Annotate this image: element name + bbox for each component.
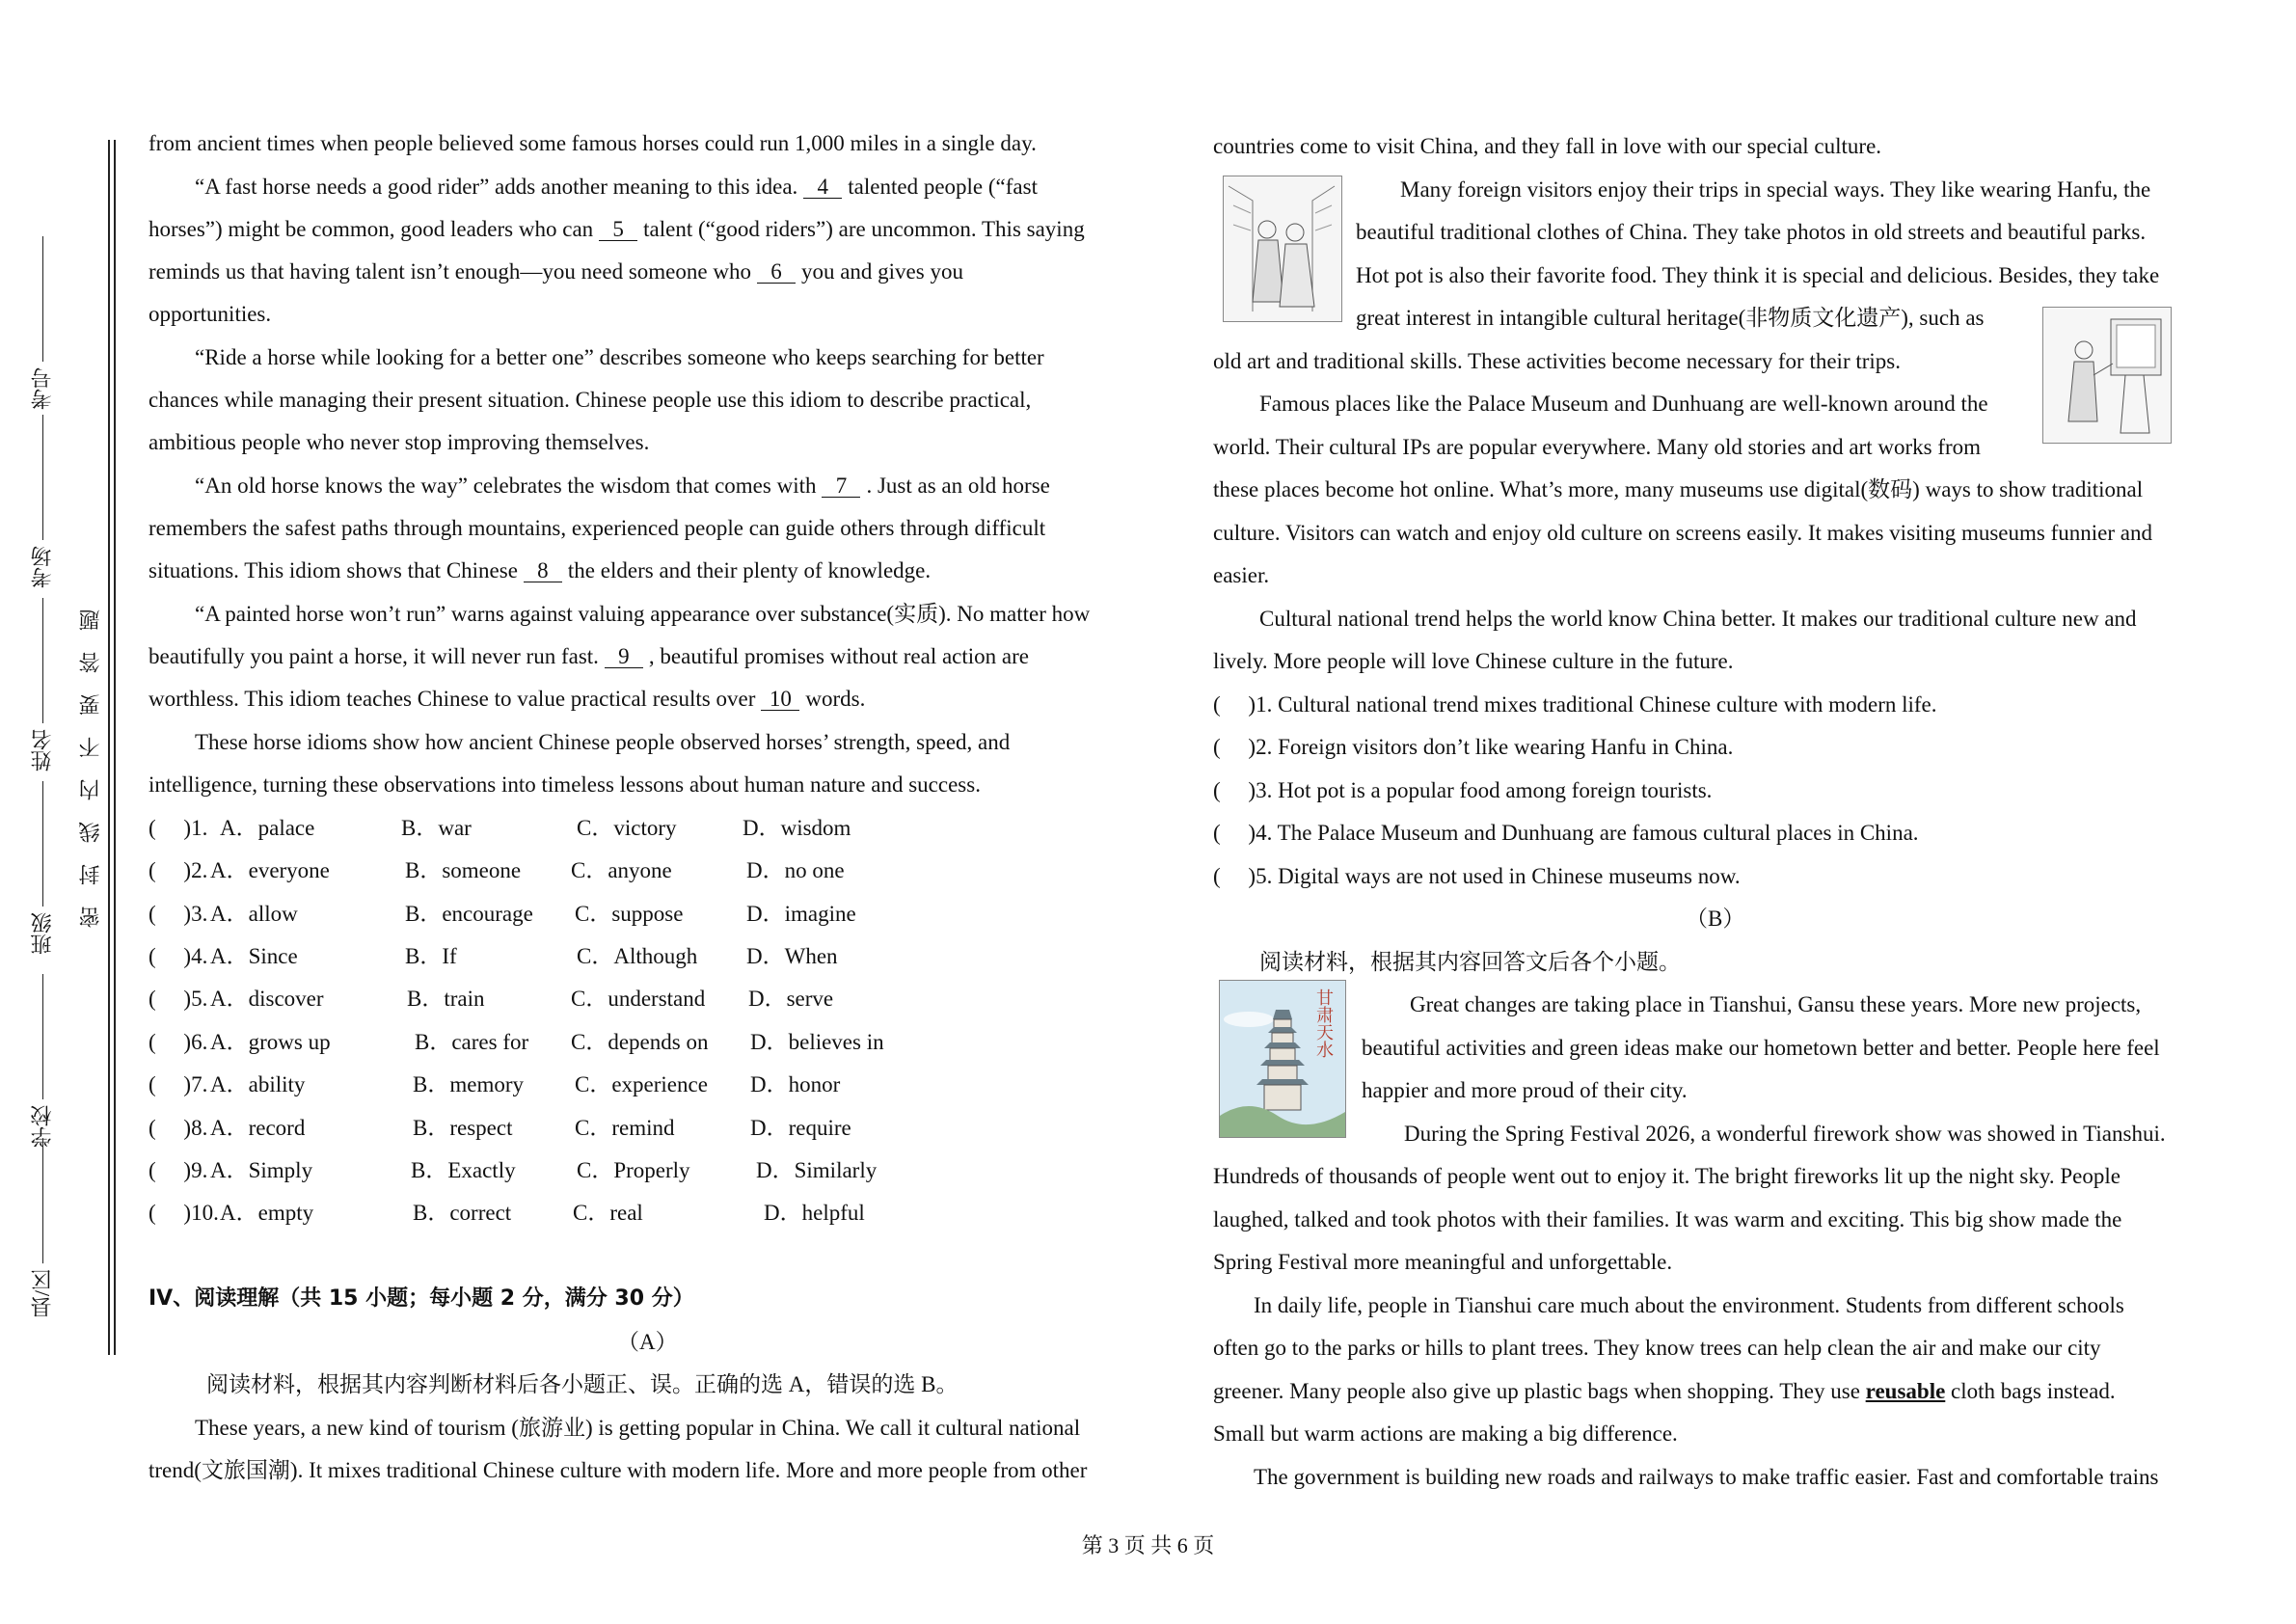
- answer-bracket[interactable]: ( )4.: [149, 944, 208, 968]
- answer-bracket[interactable]: ( )1.: [149, 816, 208, 840]
- page-number-footer: 第 3 页 共 6 页: [1081, 1533, 1215, 1557]
- text-line: Many foreign visitors enjoy their trips in special ways. They like wearing Hanfu, the: [1400, 177, 2151, 202]
- text-line: “An old horse knows the way” celebrates the wisdom that comes with 7 . Just as an old horse: [195, 474, 1050, 498]
- text-line: intelligence, turning these observations into timeless lessons about human nature and success.: [149, 772, 981, 797]
- text-line: laughed, talked and took photos with their families. It was warm and exciting. This big show made the: [1213, 1207, 2122, 1232]
- keyword-reusable: reusable: [1865, 1379, 1946, 1403]
- option-d: D．helpful: [764, 1201, 865, 1225]
- answer-bracket[interactable]: ( )7.: [149, 1072, 208, 1096]
- instruction-a: 阅读材料，根据其内容判断材料后各小题正、误。正确的选 A，错误的选 B。: [206, 1372, 959, 1396]
- option-b: B．someone: [405, 858, 522, 882]
- text-line: beautiful activities and green ideas make our hometown better and better. People here feel: [1362, 1036, 2160, 1060]
- option-a: A．everyone: [210, 858, 330, 882]
- text-line: Hot pot is also their favorite food. They think it is special and delicious. Besides, they take: [1356, 263, 2160, 287]
- option-d: D．imagine: [746, 902, 856, 926]
- option-b: B．correct: [413, 1201, 512, 1225]
- answer-bracket[interactable]: ( )9.: [149, 1158, 208, 1182]
- tf-question[interactable]: ( )4. The Palace Museum and Dunhuang are famous cultural places in China.: [1213, 821, 1919, 845]
- text-line: horses”) might be common, good leaders who can 5 talent (“good riders”) are uncommon. This saying: [149, 217, 1085, 241]
- option-c: C．victory: [577, 816, 677, 840]
- blank-10: 10: [761, 689, 799, 711]
- text-line: reminds us that having talent isn’t enough—you need someone who 6 you and gives you: [149, 259, 963, 284]
- text-line: These years, a new kind of tourism (旅游业) is getting popular in China. We call it cultural national: [195, 1416, 1081, 1440]
- option-b: B．encourage: [405, 902, 533, 926]
- option-d: D．serve: [748, 987, 834, 1011]
- tf-question[interactable]: ( )3. Hot pot is a popular food among foreign tourists.: [1213, 778, 1713, 802]
- option-c: C．anyone: [571, 858, 672, 882]
- text-line: often go to the parks or hills to plant trees. They know trees can help clean the air and make our city: [1213, 1336, 2101, 1360]
- blank-5: 5: [599, 219, 637, 241]
- text-line: These horse idioms show how ancient Chinese people observed horses’ strength, speed, and: [195, 730, 1011, 754]
- text-line: “A painted horse won’t run” warns against valuing appearance over substance(实质). No matter how: [195, 602, 1091, 626]
- option-a: A．allow: [210, 902, 298, 926]
- option-b: B．If: [405, 944, 457, 968]
- text-line: world. Their cultural IPs are popular everywhere. Many old stories and art works from: [1213, 435, 1982, 459]
- option-a: A．empty: [220, 1201, 314, 1225]
- option-a: A．discover: [210, 987, 324, 1011]
- option-b: B．train: [407, 987, 485, 1011]
- text-line: Spring Festival more meaningful and unforgettable.: [1213, 1250, 1673, 1274]
- blank-9: 9: [605, 646, 643, 668]
- seal-line-text: 密封线内不要答题: [78, 588, 102, 928]
- option-d: D．honor: [750, 1072, 841, 1096]
- option-a: A．record: [210, 1116, 306, 1140]
- text-line: Cultural national trend helps the world know China better. It makes our traditional culture new and: [1259, 607, 2137, 631]
- text-line: culture. Visitors can watch and enjoy old culture on screens easily. It makes visiting museums funnier and: [1213, 521, 2152, 545]
- text-line: The government is building new roads and railways to make traffic easier. Fast and comfortable trains: [1254, 1465, 2159, 1489]
- museum-kiosk-sketch-image: [2042, 307, 2172, 444]
- option-a: A．palace: [220, 816, 315, 840]
- text-line: beautiful traditional clothes of China. They take photos in old streets and beautiful parks.: [1356, 220, 2147, 244]
- text-line: these places become hot online. What’s more, many museums use digital(数码) ways to show traditional: [1213, 477, 2144, 501]
- text-line: chances while managing their present situation. Chinese people use this idiom to describe practical,: [149, 388, 1032, 412]
- answer-bracket[interactable]: ( )2.: [149, 858, 208, 882]
- option-d: D．believes in: [750, 1030, 884, 1054]
- text-line: lively. More people will love Chinese culture in the future.: [1213, 649, 1734, 673]
- text-line: happier and more proud of their city.: [1362, 1078, 1688, 1102]
- text-line: opportunities.: [149, 302, 272, 326]
- tf-question[interactable]: ( )5. Digital ways are not used in Chinese museums now.: [1213, 864, 1741, 888]
- text-line: remembers the safest paths through mountains, experienced people can guide others through difficult: [149, 516, 1046, 540]
- option-c: C．suppose: [575, 902, 684, 926]
- option-c: C．real: [573, 1201, 643, 1225]
- text-line: old art and traditional skills. These activities become necessary for their trips.: [1213, 349, 1901, 373]
- option-d: D．Similarly: [756, 1158, 878, 1182]
- part-b-label: （B）: [1686, 907, 1745, 931]
- answer-bracket[interactable]: ( )10.: [149, 1201, 219, 1225]
- text-line: “A fast horse needs a good rider” adds another meaning to this idea. 4 talented people (“fast: [195, 175, 1038, 199]
- blank-7: 7: [822, 475, 860, 498]
- tf-question[interactable]: ( )1. Cultural national trend mixes traditional Chinese culture with modern life.: [1213, 692, 1937, 717]
- option-c: C．depends on: [571, 1030, 709, 1054]
- option-b: B．cares for: [415, 1030, 529, 1054]
- text-line: easier.: [1213, 563, 1270, 587]
- answer-bracket[interactable]: ( )6.: [149, 1030, 208, 1054]
- field-school: 学校: [27, 974, 57, 1148]
- text-line: greener. Many people also give up plastic bags when shopping. They use reusable cloth bags instead.: [1213, 1379, 2116, 1403]
- field-name: 姓名: [27, 598, 57, 771]
- binding-line-inner: [114, 140, 116, 1355]
- text-line: beautifully you paint a horse, it will never run fast. 9 , beautiful promises without real action are: [149, 644, 1029, 668]
- text-line: worthless. This idiom teaches Chinese to value practical results over 10 words.: [149, 687, 866, 711]
- option-a: A．Simply: [210, 1158, 313, 1182]
- option-b: B．memory: [413, 1072, 524, 1096]
- option-c: C．experience: [575, 1072, 708, 1096]
- option-b: B．war: [401, 816, 472, 840]
- text-line: from ancient times when people believed some famous horses could run 1,000 miles in a single day.: [149, 131, 1037, 155]
- option-c: C．Properly: [577, 1158, 690, 1182]
- text-line: Hundreds of thousands of people went out to enjoy it. The bright fireworks lit up the night sky. People: [1213, 1164, 2120, 1188]
- text-line: In daily life, people in Tianshui care much about the environment. Students from different schools: [1254, 1293, 2124, 1317]
- text-line: ambitious people who never stop improving themselves.: [149, 430, 650, 454]
- blank-4: 4: [803, 176, 842, 199]
- answer-bracket[interactable]: ( )3.: [149, 902, 208, 926]
- text-line: countries come to visit China, and they fall in love with our special culture.: [1213, 134, 1882, 158]
- binding-line-outer: [108, 140, 110, 1355]
- text-line: “Ride a horse while looking for a better one” describes someone who keeps searching for better: [195, 345, 1044, 369]
- option-c: C．Although: [577, 944, 698, 968]
- text-line: situations. This idiom shows that Chinese 8 the elders and their plenty of knowledge.: [149, 558, 932, 582]
- field-exam-number: 考号: [27, 236, 57, 410]
- option-d: D．wisdom: [743, 816, 851, 840]
- answer-bracket[interactable]: ( )5.: [149, 987, 208, 1011]
- tf-question[interactable]: ( )2. Foreign visitors don’t like wearing Hanfu in China.: [1213, 735, 1734, 759]
- text-line: trend(文旅国潮). It mixes traditional Chinese culture with modern life. More and more people from other: [149, 1458, 1088, 1482]
- blank-8: 8: [524, 560, 562, 582]
- tianshui-pagoda-poster-image: [1219, 980, 1346, 1138]
- part-a-label: （A）: [617, 1330, 678, 1354]
- option-b: B．respect: [413, 1116, 513, 1140]
- answer-bracket[interactable]: ( )8.: [149, 1116, 208, 1140]
- text-line: Famous places like the Palace Museum and Dunhuang are well-known around the: [1259, 392, 1988, 416]
- field-exam-room: 考场: [27, 415, 57, 588]
- option-a: A．Since: [210, 944, 298, 968]
- instruction-b: 阅读材料，根据其内容回答文后各个小题。: [1259, 950, 1681, 974]
- hanfu-street-sketch-image: [1223, 176, 1342, 322]
- blank-6: 6: [757, 261, 796, 284]
- text-line: During the Spring Festival 2026, a wonderful firework show was showed in Tianshui.: [1404, 1122, 2166, 1146]
- text-line: great interest in intangible cultural heritage(非物质文化遗产), such as: [1356, 306, 1985, 330]
- poster-calligraphy: 甘肃天水: [1313, 988, 1334, 1058]
- text-line: Small but warm actions are making a big difference.: [1213, 1421, 1678, 1446]
- hanfu-sketch-icon: [1224, 176, 1341, 321]
- option-d: D．When: [746, 944, 838, 968]
- field-class: 班级: [27, 781, 57, 955]
- option-d: D．no one: [746, 858, 845, 882]
- option-a: A．grows up: [210, 1030, 331, 1054]
- option-d: D．require: [750, 1116, 851, 1140]
- field-county: 县/区: [27, 1138, 57, 1317]
- option-a: A．ability: [210, 1072, 306, 1096]
- section-heading: IV、阅读理解（共 15 小题；每小题 2 分，满分 30 分）: [149, 1286, 694, 1311]
- text-line: Great changes are taking place in Tianshui, Gansu these years. More new projects,: [1410, 992, 2142, 1016]
- kiosk-sketch-icon: [2043, 308, 2171, 443]
- option-c: C．understand: [571, 987, 706, 1011]
- option-b: B．Exactly: [411, 1158, 516, 1182]
- option-c: C．remind: [575, 1116, 675, 1140]
